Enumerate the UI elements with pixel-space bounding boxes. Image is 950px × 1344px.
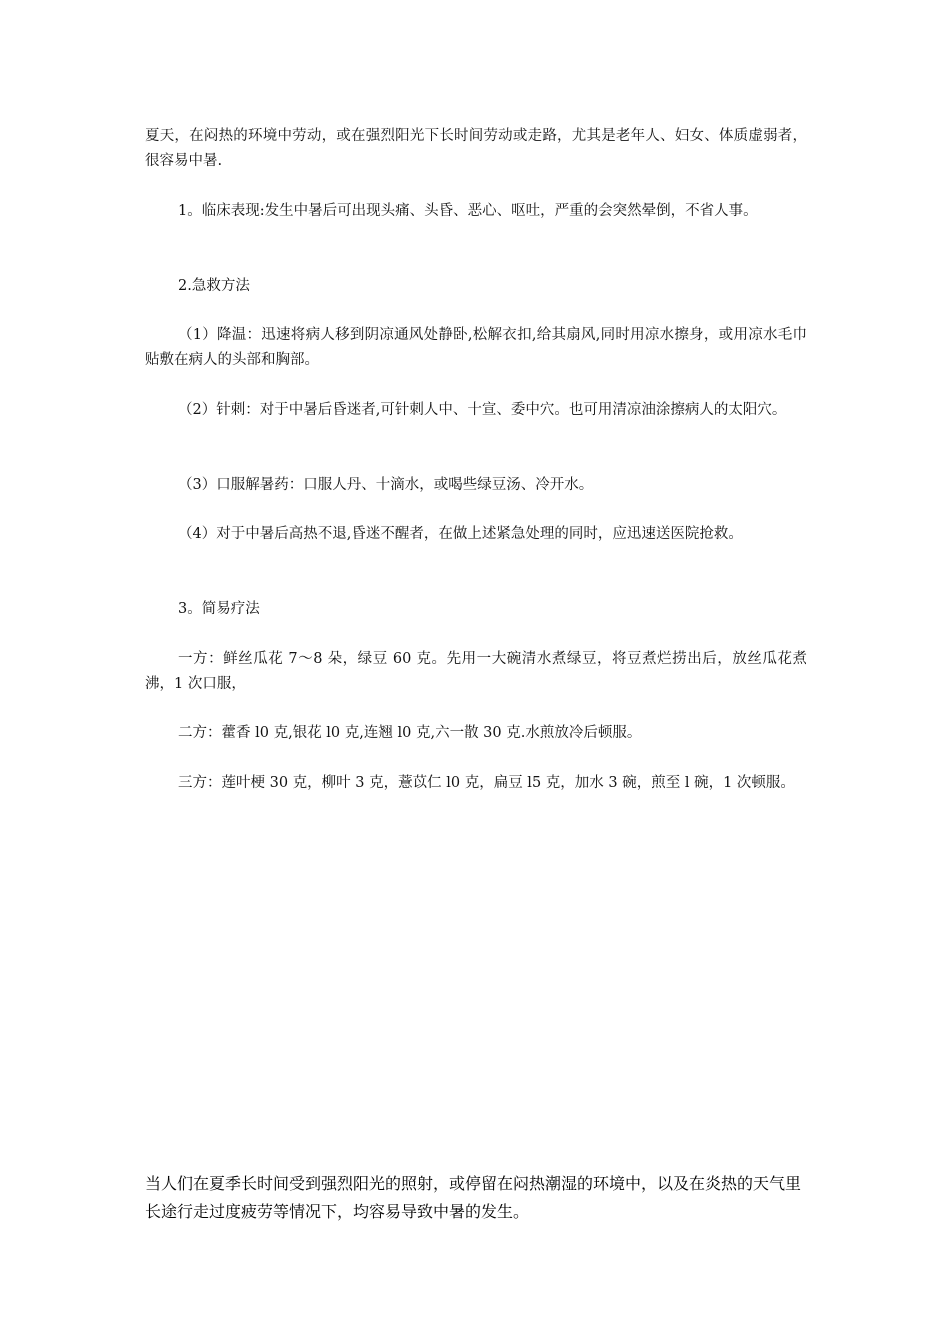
- first-aid-heading: 2.急救方法: [178, 278, 250, 294]
- remedy-three-paragraph: 三方：莲叶梗 30 克，柳叶 3 克，薏苡仁 l0 克，扁豆 l5 克，加水 3 碗，煎至 l 碗，1 次顿服。: [178, 775, 795, 791]
- footer-paragraph: 当人们在夏季长时间受到强烈阳光的照射，或停留在闷热潮湿的环境中，以及在炎热的天气里长途行走过度疲劳等情况下，均容易导致中暑的发生。: [145, 1174, 802, 1221]
- cooling-paragraph: （1）降温：迅速将病人移到阴凉通风处静卧,松解衣扣,给其扇风,同时用凉水擦身，或用凉水毛巾贴敷在病人的头部和胸部。: [145, 327, 807, 368]
- remedy-one-paragraph: 一方：鲜丝瓜花 7～8 朵，绿豆 60 克。先用一大碗清水煮绿豆，将豆煮烂捞出后，放丝瓜花煮沸，1 次口服，: [145, 651, 807, 692]
- clinical-signs-paragraph: 1。临床表现:发生中暑后可出现头痛、头昏、恶心、呕吐，严重的会突然晕倒，不省人事。: [178, 203, 758, 219]
- oral-medicine-paragraph: （3）口服解暑药：口服人丹、十滴水，或喝些绿豆汤、冷开水。: [178, 477, 594, 493]
- remedy-two-paragraph: 二方：藿香 l0 克,银花 l0 克,连翘 l0 克,六一散 30 克.水煎放冷后顿服。: [178, 725, 642, 741]
- acupuncture-paragraph: （2）针刺：对于中暑后昏迷者,可针刺人中、十宣、委中穴。也可用清凉油涂擦病人的太阳穴。: [178, 402, 787, 418]
- remedies-heading: 3。简易疗法: [178, 601, 260, 617]
- intro-paragraph: 夏天，在闷热的环境中劳动，或在强烈阳光下长时间劳动或走路，尤其是老年人、妇女、体质虚弱者，很容易中暑.: [145, 128, 807, 169]
- hospital-paragraph: （4）对于中暑后高热不退,昏迷不醒者，在做上述紧急处理的同时，应迅速送医院抢救。: [178, 526, 743, 542]
